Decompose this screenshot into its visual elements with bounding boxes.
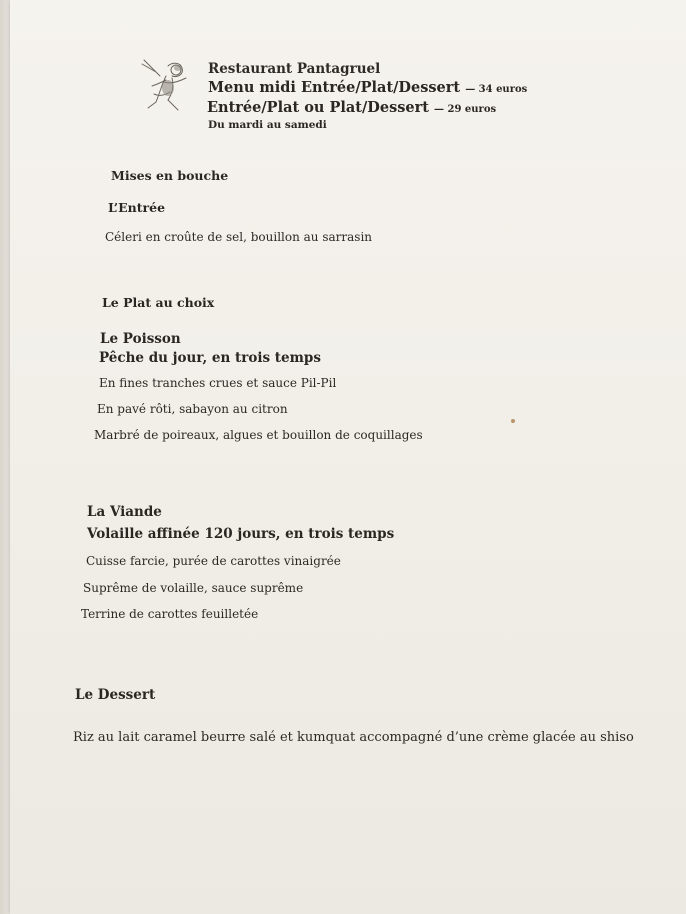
alt-menu-line <box>207 99 496 116</box>
menu-price: — 34 euros <box>465 84 528 95</box>
viande-item: Cuisse farcie, purée de carottes vinaigrée <box>86 554 341 568</box>
restaurant-name: Restaurant Pantagruel <box>208 61 381 77</box>
dessert-item: Riz au lait caramel beurre salé et kumquat accompagné d’une crème glacée au shiso <box>73 730 634 745</box>
plat-au-choix-heading: Le Plat au choix <box>102 295 215 310</box>
dessert-heading: Le Dessert <box>75 687 156 703</box>
mises-en-bouche-heading: Mises en bouche <box>111 168 229 183</box>
viande-heading: La Viande <box>87 504 162 520</box>
poisson-item: Marbré de poireaux, algues et bouillon de coquillages <box>94 428 423 442</box>
menu-page <box>10 0 686 914</box>
pantagruel-logo-icon <box>138 56 192 112</box>
menu-line <box>208 79 527 96</box>
alt-menu-line-text: Entrée/Plat ou Plat/Dessert <box>207 99 429 116</box>
alt-menu-price: — 29 euros <box>434 104 497 115</box>
menu-line-text: Menu midi Entrée/Plat/Dessert <box>208 79 461 96</box>
viande-subtitle: Volaille affinée 120 jours, en trois temps <box>87 526 395 542</box>
viande-item: Suprême de volaille, sauce suprême <box>83 581 304 595</box>
poisson-item: En pavé rôti, sabayon au citron <box>97 402 288 416</box>
poisson-item: En fines tranches crues et sauce Pil-Pil <box>99 376 337 390</box>
poisson-subtitle: Pêche du jour, en trois temps <box>99 350 321 366</box>
background-edge <box>0 0 10 914</box>
paper-stain <box>511 419 515 423</box>
entree-heading: L’Entrée <box>108 200 166 215</box>
poisson-heading: Le Poisson <box>100 331 181 347</box>
entree-item: Céleri en croûte de sel, bouillon au sarrasin <box>105 230 373 244</box>
service-days: Du mardi au samedi <box>208 119 327 131</box>
viande-item: Terrine de carottes feuilletée <box>81 607 259 621</box>
